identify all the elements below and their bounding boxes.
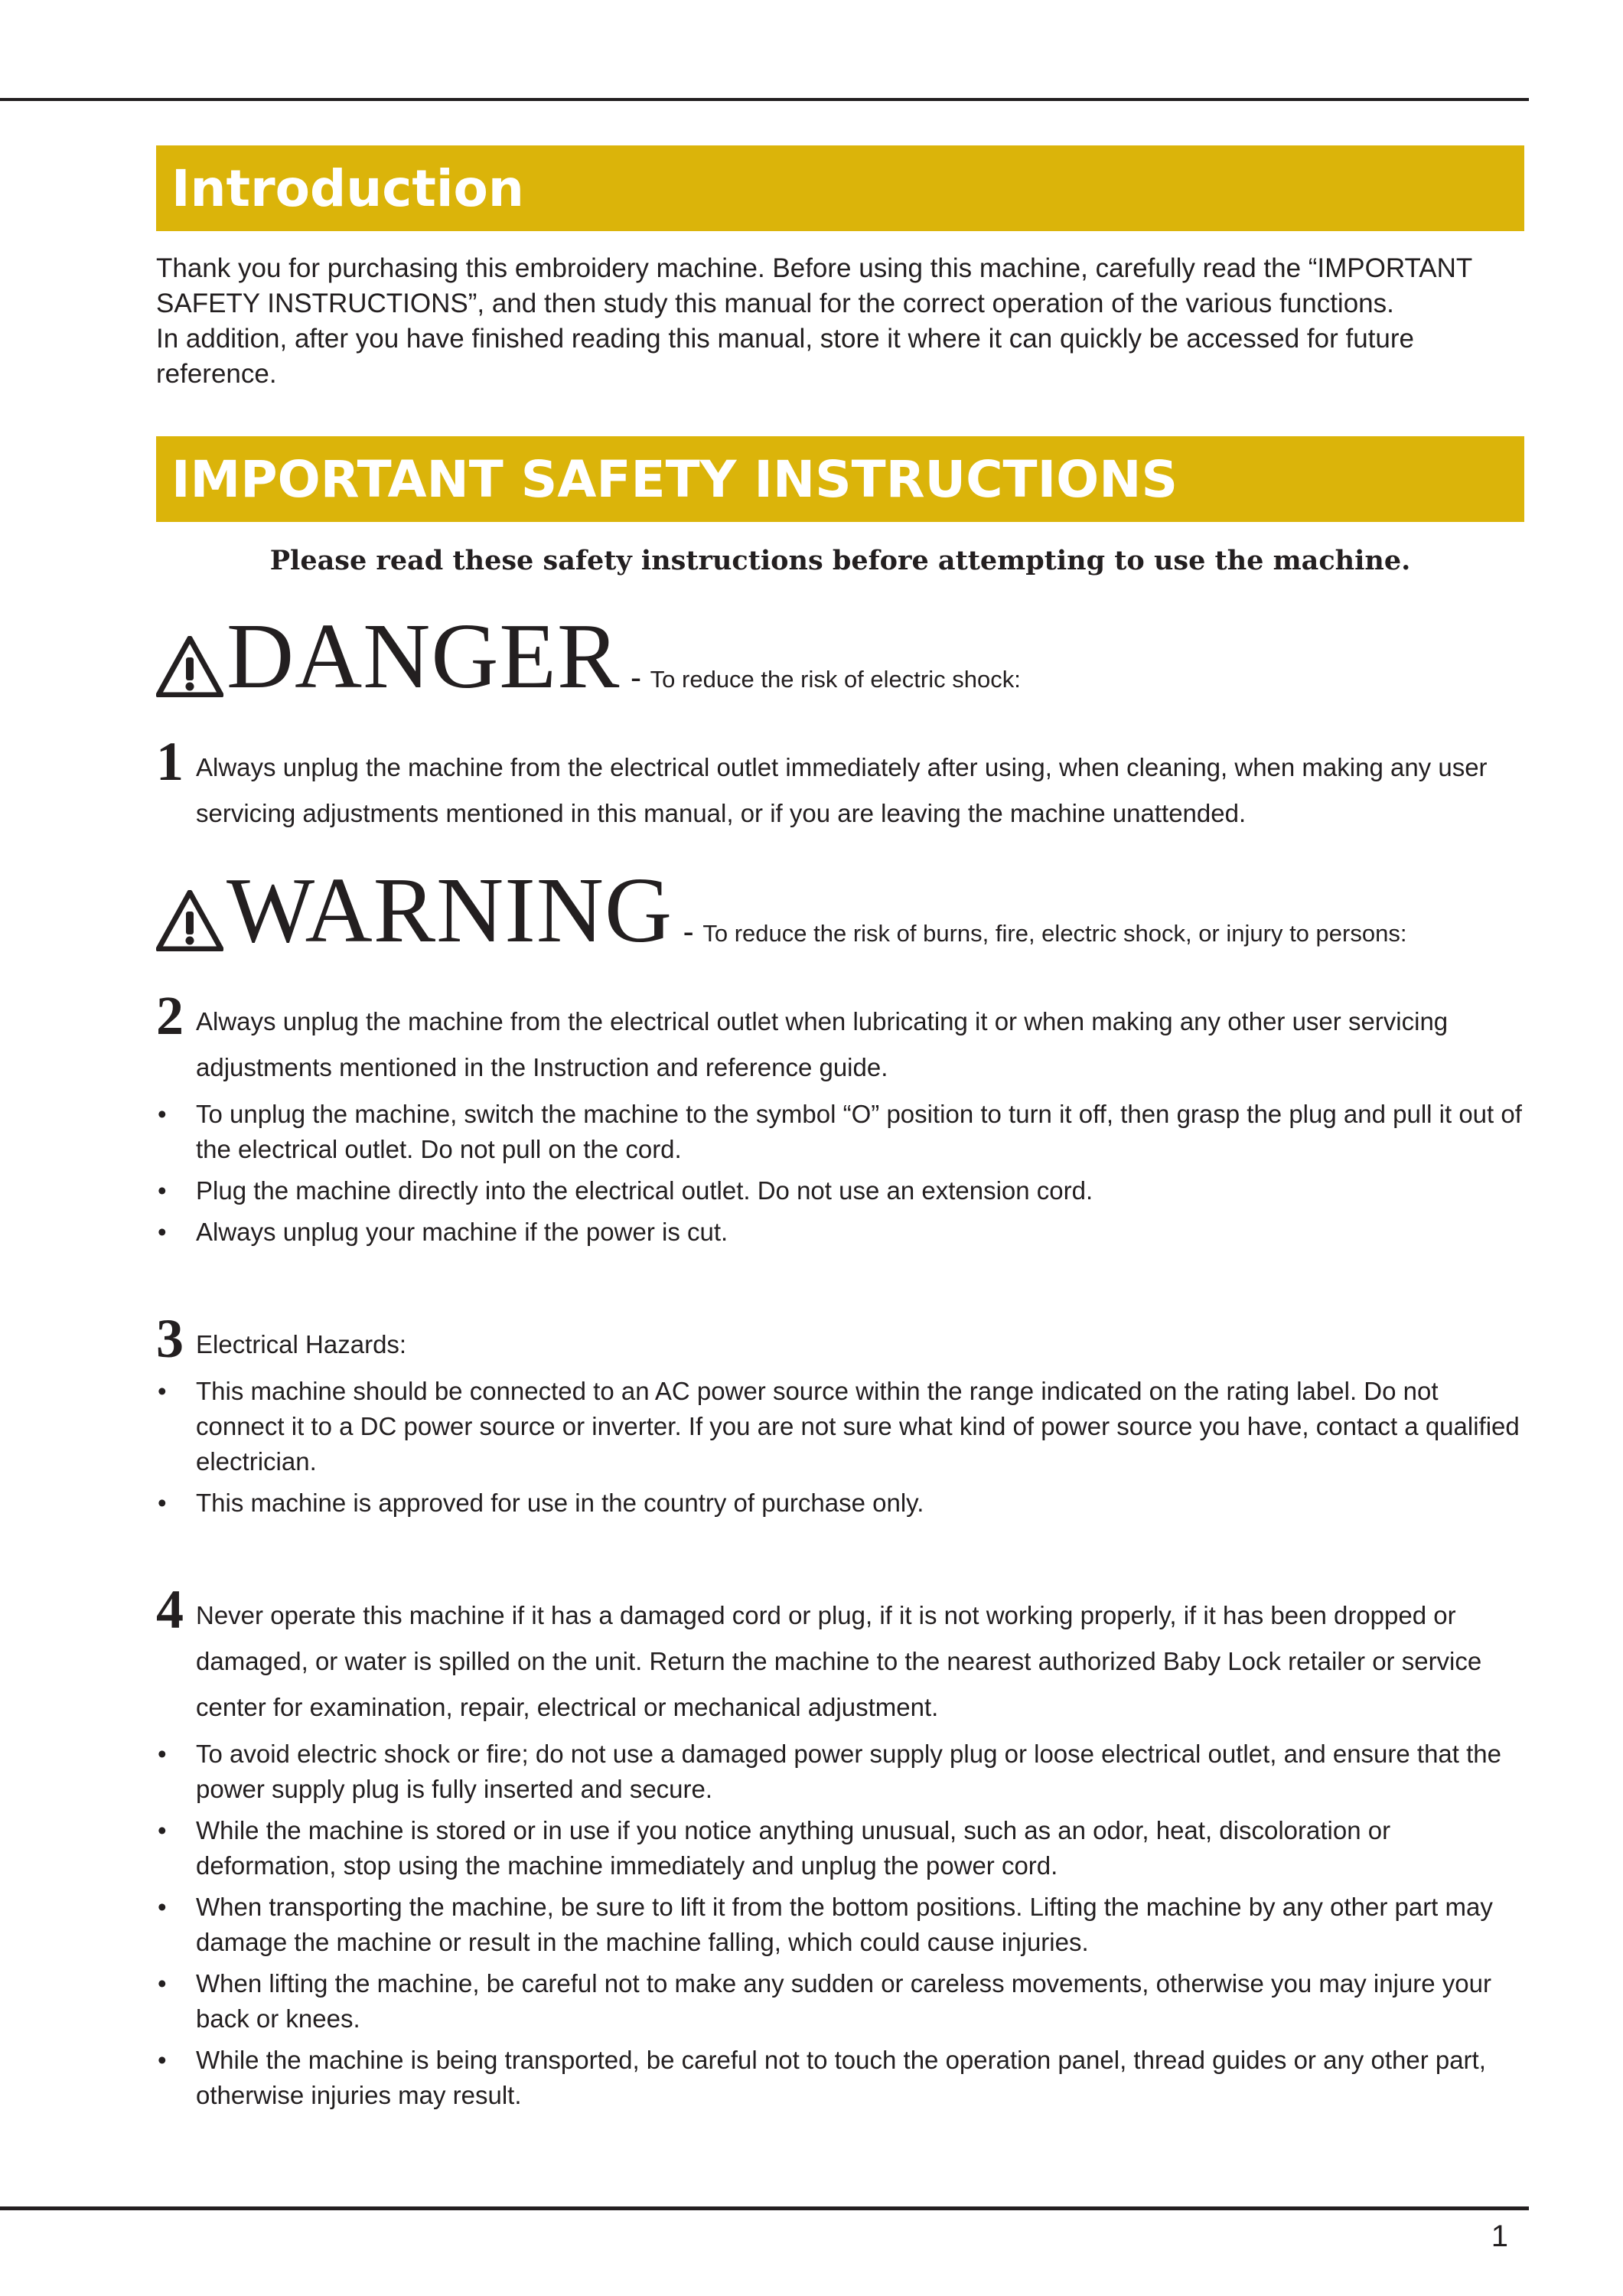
- bullet-item: • Plug the machine directly into the electrical outlet. Do not use an extension cord.: [156, 1173, 1524, 1208]
- warning-triangle-icon: [156, 636, 223, 697]
- item-text: Never operate this machine if it has a damaged cord or plug, if it is not working properly, if it has been dropped or damaged, or water is spilled on the unit. Return the machine to the nearest authorized Baby Lock retailer or service center for examination, repair, electrical or mechanical adjustment.: [196, 1601, 1482, 1721]
- item-text: Electrical Hazards:: [196, 1330, 407, 1358]
- safety-item-3: [156, 1308, 1524, 1369]
- bullet-item: • This machine is approved for use in the country of purchase only.: [156, 1486, 1524, 1521]
- introduction-heading: Introduction: [156, 145, 1524, 231]
- bullet-item: • While the machine is stored or in use if you notice anything unusual, such as an odor, heat, discoloration or deformation, stop using the machine immediately and unplug the power cord.: [156, 1813, 1524, 1883]
- page-number: 1: [1491, 2219, 1508, 2253]
- bullet-item: • While the machine is being transported, be careful not to touch the operation panel, thread guides or any other part, otherwise injuries may result.: [156, 2043, 1524, 2113]
- item-3-bullets: [156, 1374, 1524, 1521]
- safety-heading: IMPORTANT SAFETY INSTRUCTIONS: [156, 436, 1524, 522]
- top-rule: [0, 98, 1529, 101]
- intro-paragraph: Thank you for purchasing this embroidery machine. Before using this machine, carefully read the “IMPORTANT SAFETY INSTRUCTIONS”, and then study this manual for the correct operation of the various functions.: [156, 253, 1472, 318]
- bullet-item: • To avoid electric shock or fire; do not use a damaged power supply plug or loose electrical outlet, and ensure that the power supply plug is fully inserted and secure.: [156, 1737, 1524, 1807]
- warning-banner: [156, 859, 1524, 962]
- warning-triangle-icon: [156, 890, 223, 951]
- safety-item-2: [156, 985, 1524, 1091]
- danger-description: To reduce the risk of electric shock:: [650, 666, 1021, 693]
- intro-paragraph: In addition, after you have finished reading this manual, store it where it can quickly be accessed for future reference.: [156, 324, 1414, 389]
- bullet-item: • This machine should be connected to an AC power source within the range indicated on the rating label. Do not connect it to a DC power source or inverter. If you are not sure what kind of power source you have, contact a qualified electrician.: [156, 1374, 1524, 1479]
- item-text: Always unplug the machine from the electrical outlet immediately after using, when cleaning, when making any user servicing adjustments mentioned in this manual, or if you are leaving the machine unattended.: [196, 753, 1488, 827]
- bullet-item: • To unplug the machine, switch the machine to the symbol “O” position to turn it off, then grasp the plug and pull it out of the electrical outlet. Do not pull on the cord.: [156, 1097, 1524, 1167]
- read-first-note: Please read these safety instructions before attempting to use the machine.: [269, 545, 1411, 576]
- bullet-item: • When transporting the machine, be sure to lift it from the bottom positions. Lifting the machine by any other part may damage the machine or result in the machine falling, which could cause injuries.: [156, 1890, 1524, 1960]
- item-number: 3: [156, 1308, 184, 1369]
- warning-description: To reduce the risk of burns, fire, electric shock, or injury to persons:: [702, 920, 1407, 947]
- danger-word: DANGER: [227, 605, 621, 708]
- item-number: 1: [156, 731, 184, 792]
- danger-separator: -: [631, 660, 641, 694]
- danger-banner: [156, 605, 1524, 708]
- safety-item-4: [156, 1579, 1524, 1730]
- item-number: 2: [156, 985, 184, 1046]
- item-number: 4: [156, 1579, 184, 1640]
- bottom-rule: [0, 2206, 1529, 2210]
- safety-item-1: [156, 731, 1524, 837]
- introduction-body: [156, 251, 1524, 392]
- warning-word: WARNING: [227, 859, 673, 962]
- bullet-item: • When lifting the machine, be careful not to make any sudden or careless movements, otherwise you may injure your back or knees.: [156, 1966, 1524, 2037]
- item-text: Always unplug the machine from the electrical outlet when lubricating it or when making any other user servicing adjustments mentioned in the Instruction and reference guide.: [196, 1007, 1449, 1081]
- item-4-bullets: [156, 1737, 1524, 2113]
- warning-separator: -: [683, 914, 694, 948]
- bullet-item: • Always unplug your machine if the power is cut.: [156, 1215, 1524, 1250]
- item-2-bullets: [156, 1097, 1524, 1250]
- page-content: [156, 145, 1524, 2113]
